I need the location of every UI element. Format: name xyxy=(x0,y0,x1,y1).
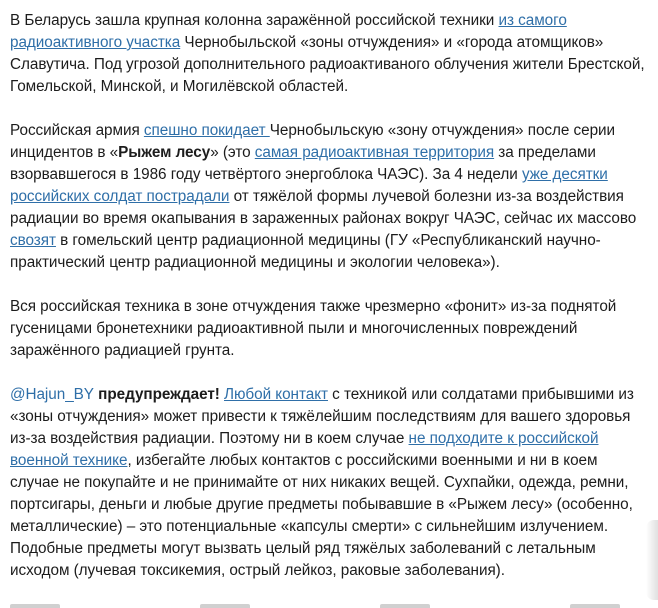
bottom-stub xyxy=(380,604,430,608)
text: в гомельский центр радиационной медицины (ГУ «Республиканский научно-практический центр радиационной медицины и экологии человека»). xyxy=(10,232,601,271)
paragraph-3 xyxy=(10,296,650,362)
text: , избегайте любых контактов с российскими военными и ни в коем случае не покупайте и не принимайте от них никаких вещей. Сухпайки, одежда, ремни, портсигары, деньги и любые другие предметы побывавшие в «Рыжем лесу» (особенно, металлические) – это потенциальные «капсулы смерти» с сильнейшим излучением. Подобные предметы могут вызвать целый ряд тяжёлых заболеваний с летальным исходом (лучевая токсикемия, острый лейкоз, раковые заболевания). xyxy=(10,452,633,579)
link-soldiers-suffered[interactable]: уже десятки российских солдат пострадали xyxy=(10,166,608,205)
paragraph-1 xyxy=(10,10,650,98)
bottom-stub xyxy=(570,604,620,608)
bottom-toolbar-edge xyxy=(10,602,650,608)
paragraph-4 xyxy=(10,384,650,582)
link-leaving[interactable]: спешно покидает xyxy=(143,122,270,139)
warns-bold: предупреждает! xyxy=(93,386,220,403)
text: Российская армия xyxy=(10,122,144,139)
bottom-stub xyxy=(10,604,60,608)
link-any-contact[interactable]: Любой контакт xyxy=(224,386,328,403)
link-radioactive-area[interactable]: из самого радиоактивного участка xyxy=(10,12,567,51)
paragraph-2 xyxy=(10,120,650,274)
mention-hajun[interactable]: @Hajun_BY xyxy=(10,386,94,403)
scroll-edge-shadow xyxy=(646,520,658,600)
bottom-stub xyxy=(200,604,250,608)
text: за пределами взорвавшегося в 1986 году четвёртого энергоблока ЧАЭС). За 4 недели xyxy=(10,144,596,183)
text: с техникой или солдатами прибывшими из «зоны отчуждения» может привести к тяжёлейшим последствиям для вашего здоровья из-за воздействия радиации. Поэтому ни в коем случае xyxy=(10,386,634,447)
post-body xyxy=(10,10,650,604)
text: » (это xyxy=(210,144,255,161)
text: Вся российская техника в зоне отчуждения также чрезмерно «фонит» из-за поднятой гусеницами бронетехники радиоактивной пыли и многочисленных повреждений заражённого радиацией грунта. xyxy=(10,298,617,359)
text: от тяжёлой формы лучевой болезни из-за воздействия радиации во время окапывания в зараженных районах вокруг ЧАЭС, сейчас их массово xyxy=(10,188,637,227)
red-forest-bold: Рыжем лесу xyxy=(118,144,211,161)
text: Чернобыльскую «зону отчуждения» после серии инцидентов в « xyxy=(10,122,616,161)
link-most-radioactive-territory[interactable]: самая радиоактивная территория xyxy=(254,144,495,161)
text: В Беларусь зашла крупная колонна заражённой российской техники xyxy=(10,12,499,29)
text: Чернобыльской «зоны отчуждения» и «города атомщиков» Славутича. Под угрозой дополнительного радиоактиваного облучения жители Брестской, Гомельской, Минской, и Могилёвской областей. xyxy=(10,34,645,95)
link-transported[interactable]: свозят xyxy=(10,232,56,249)
link-dont-approach[interactable]: не подходите к российской военной технике xyxy=(10,430,599,469)
